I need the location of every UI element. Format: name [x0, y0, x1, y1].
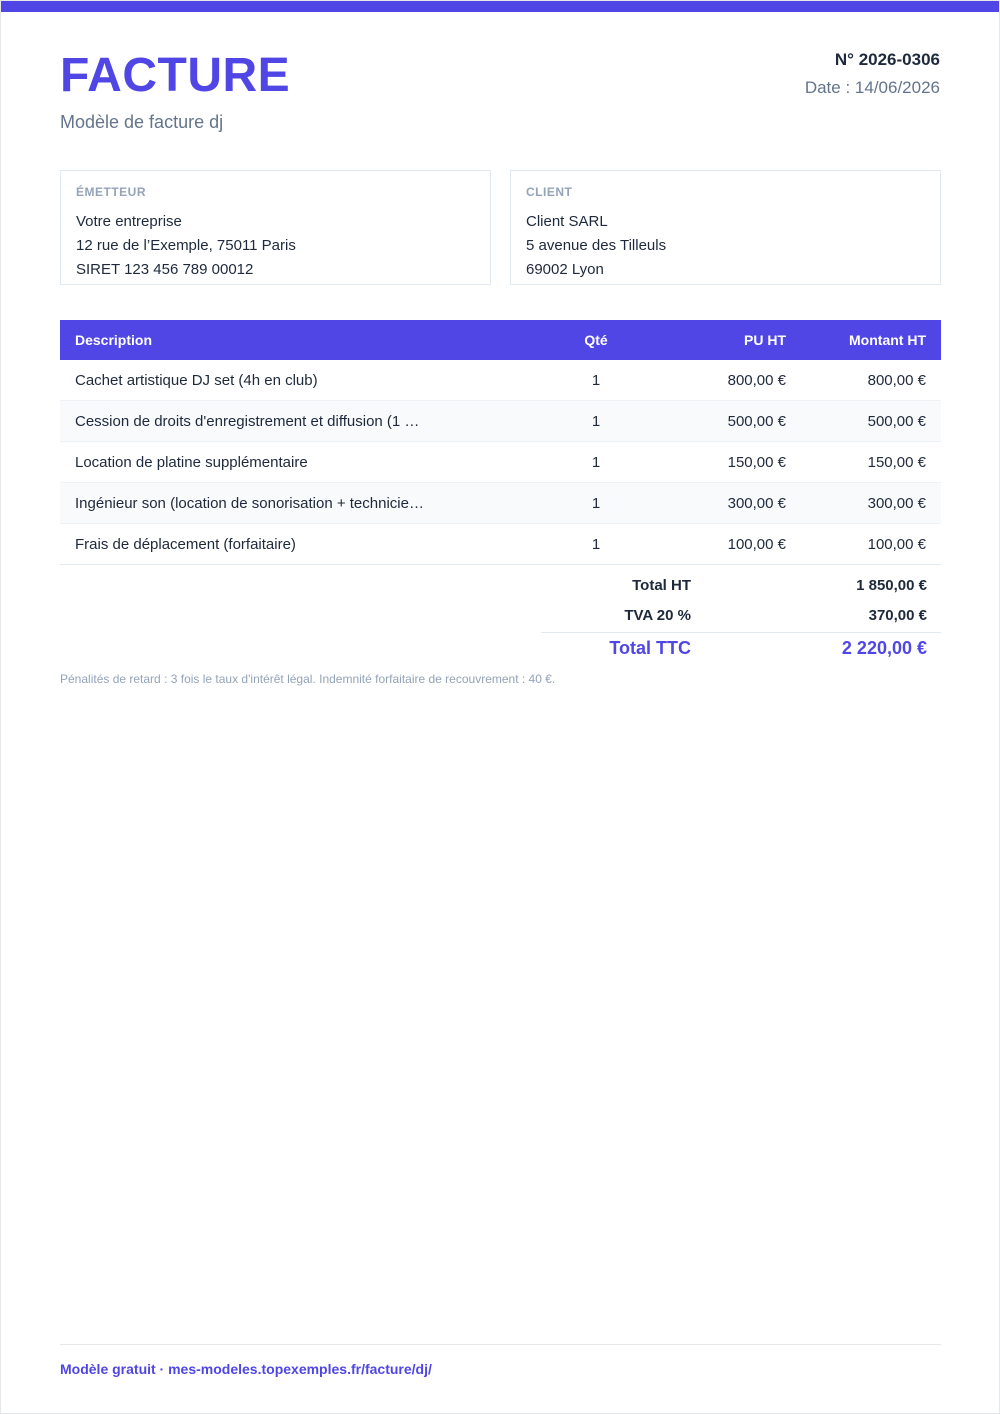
item-description: Ingénieur son (location de sonorisation + technicie… [60, 483, 531, 524]
header-description: Description [60, 320, 531, 360]
item-amount: 100,00 € [801, 524, 941, 565]
item-unit-price: 300,00 € [661, 483, 801, 524]
item-description: Frais de déplacement (forfaitaire) [60, 524, 531, 565]
item-unit-price: 800,00 € [661, 360, 801, 401]
tva-label: TVA 20 % [624, 607, 691, 624]
header-qty: Qté [531, 320, 661, 360]
table-row [60, 360, 941, 401]
total-ht-value: 1 850,00 € [856, 577, 927, 594]
emitter-address: 12 rue de l’Exemple, 75011 Paris [76, 237, 296, 254]
client-title: CLIENT [526, 185, 573, 199]
item-description: Location de platine supplémentaire [60, 442, 531, 483]
item-unit-price: 500,00 € [661, 401, 801, 442]
table-row [60, 524, 941, 565]
invoice-number: N° 2026-0306 [834, 50, 940, 69]
item-qty: 1 [531, 483, 661, 524]
emitter-name: Votre entreprise [76, 213, 182, 230]
item-amount: 300,00 € [801, 483, 941, 524]
item-amount: 500,00 € [801, 401, 941, 442]
total-ttc-label: Total TTC [609, 638, 691, 658]
total-ttc-value: 2 220,00 € [841, 638, 927, 658]
table-row [60, 401, 941, 442]
invoice-subtitle: Modèle de facture dj [60, 112, 224, 132]
item-qty: 1 [531, 360, 661, 401]
client-name: Client SARL [526, 213, 608, 230]
total-ht-row [541, 572, 941, 602]
tva-row [541, 602, 941, 632]
invoice-date: Date : 14/06/2026 [804, 78, 940, 97]
invoice-title: FACTURE [60, 49, 291, 102]
items-table [60, 320, 941, 565]
emitter-siret: SIRET 123 456 789 00012 [76, 261, 254, 278]
table-header-row [60, 320, 941, 360]
emitter-title: ÉMETTEUR [76, 185, 146, 199]
item-qty: 1 [531, 442, 661, 483]
accent-bar [1, 1, 999, 12]
emitter-box [60, 170, 491, 285]
late-penalty-note: Pénalités de retard : 3 fois le taux d'intérêt légal. Indemnité forfaitaire de recouvrement : 40 €. [60, 672, 556, 686]
header-unit-price: PU HT [661, 320, 801, 360]
item-description: Cession de droits d'enregistrement et diffusion (1 … [60, 401, 531, 442]
table-row [60, 442, 941, 483]
footer-link[interactable]: Modèle gratuit · mes-modeles.topexemples.fr/facture/dj/ [60, 1361, 432, 1377]
item-amount: 150,00 € [801, 442, 941, 483]
item-qty: 1 [531, 401, 661, 442]
item-description: Cachet artistique DJ set (4h en club) [60, 360, 531, 401]
table-row [60, 483, 941, 524]
client-box [510, 170, 941, 285]
total-ht-label: Total HT [632, 577, 691, 594]
totals-block [541, 572, 941, 665]
client-city: 69002 Lyon [526, 261, 604, 278]
header-amount: Montant HT [801, 320, 941, 360]
footer-divider [60, 1344, 941, 1345]
total-ttc-row [541, 632, 941, 665]
item-qty: 1 [531, 524, 661, 565]
item-unit-price: 100,00 € [661, 524, 801, 565]
item-amount: 800,00 € [801, 360, 941, 401]
item-unit-price: 150,00 € [661, 442, 801, 483]
tva-value: 370,00 € [868, 607, 927, 624]
client-street: 5 avenue des Tilleuls [526, 237, 667, 254]
